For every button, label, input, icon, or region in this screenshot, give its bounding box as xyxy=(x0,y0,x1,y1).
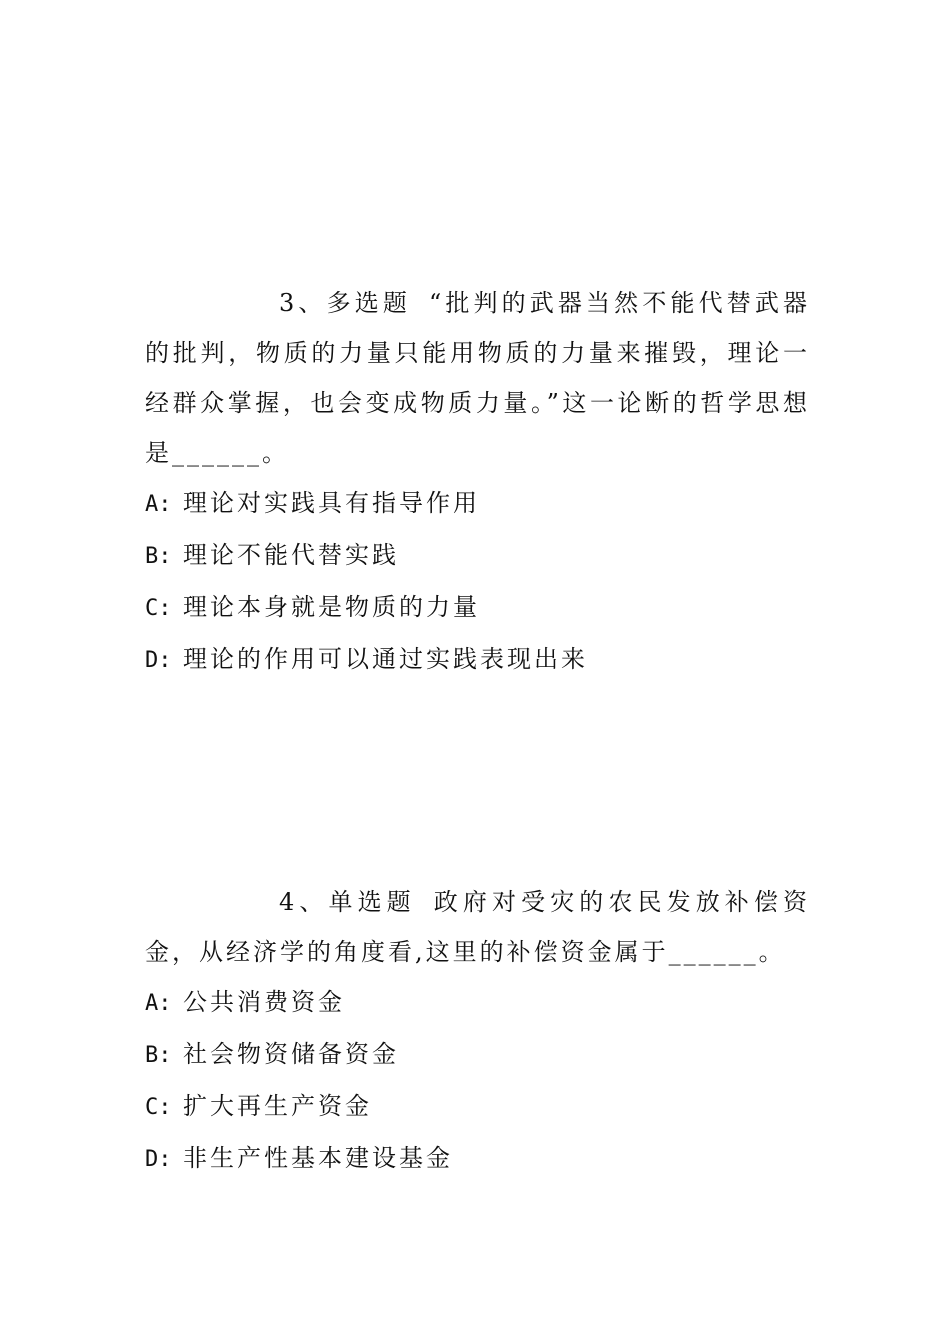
option-list xyxy=(145,977,810,1185)
option-d xyxy=(145,1133,810,1185)
question-number: 4 xyxy=(279,888,298,916)
question-text: “批判的武器当然不能代替武器的批判，物质的力量只能用物质的力量来摧毁，理论一经群众掌握，也会变成物质力量。”这一论断的哲学思想是______。 xyxy=(145,289,810,467)
option-c xyxy=(145,582,810,634)
option-text: 非生产性基本建设基金 xyxy=(183,1144,453,1172)
option-c xyxy=(145,1081,810,1133)
option-letter: B: xyxy=(145,1043,172,1068)
option-letter: C: xyxy=(145,596,172,621)
option-letter: A: xyxy=(145,991,172,1016)
option-text: 理论对实践具有指导作用 xyxy=(183,489,480,517)
question-stem: 3、多选题 “批判的武器当然不能代替武器的批判，物质的力量只能用物质的力量来摧毁，理论一经群众掌握，也会变成物质力量。”这一论断的哲学思想是______。 xyxy=(145,289,810,467)
option-d xyxy=(145,634,810,686)
question-4 xyxy=(145,877,810,1185)
option-letter: D: xyxy=(145,1147,172,1172)
option-text: 扩大再生产资金 xyxy=(183,1092,372,1120)
option-text: 理论不能代替实践 xyxy=(183,541,399,569)
question-number: 3 xyxy=(279,289,298,317)
question-text: 政府对受灾的农民发放补偿资金，从经济学的角度看,这里的补偿资金属于______。 xyxy=(145,888,811,966)
option-text: 理论本身就是物质的力量 xyxy=(183,593,480,621)
option-letter: A: xyxy=(145,492,172,517)
option-b xyxy=(145,530,810,582)
option-letter: D: xyxy=(145,648,172,673)
option-text: 理论的作用可以通过实践表现出来 xyxy=(183,645,588,673)
option-text: 公共消费资金 xyxy=(183,988,345,1016)
question-3 xyxy=(145,278,810,686)
option-b xyxy=(145,1029,810,1081)
option-list xyxy=(145,478,810,686)
question-type: 多选题 xyxy=(326,289,411,317)
option-letter: C: xyxy=(145,1095,172,1120)
question-type: 单选题 xyxy=(328,888,416,916)
option-a xyxy=(145,977,810,1029)
option-letter: B: xyxy=(145,544,172,569)
question-stem: 4、单选题 政府对受灾的农民发放补偿资金，从经济学的角度看,这里的补偿资金属于______。 xyxy=(145,888,811,966)
option-a xyxy=(145,478,810,530)
option-text: 社会物资储备资金 xyxy=(183,1040,399,1068)
